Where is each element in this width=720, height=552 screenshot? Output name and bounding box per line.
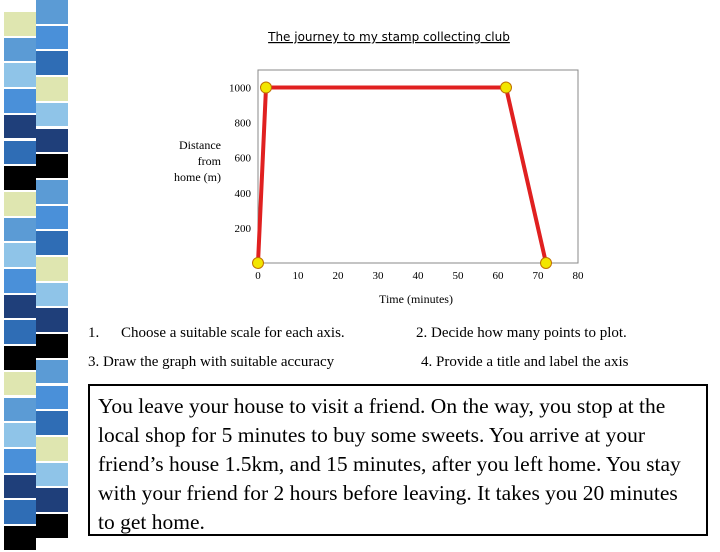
instruction-1: Choose a suitable scale for each axis. [121,325,345,341]
strip-square [4,372,36,398]
strip-square [4,398,36,424]
story-textbox: You leave your house to visit a friend. On the way, you stop at the local shop for 5 minutes to buy some sweets. You arrive at your friend’s house 1.5km, and 15 minutes, after you left home. You stay with your friend for 2 hours before leaving. It takes you 20 minutes to get home. [88,384,708,536]
y-axis-label [174,138,222,184]
chart-title: The journey to my stamp collecting club [268,30,510,44]
strip-square [36,386,68,412]
series-layer [253,82,552,268]
x-tick-label: 20 [332,270,344,282]
instruction-4: 4. Provide a title and label the axis [421,354,629,370]
x-tick-labels [255,270,584,282]
strip-square [4,500,36,526]
x-tick-label: 10 [292,270,304,282]
y-tick-label: 200 [234,222,251,235]
instruction-1-number: 1. [88,325,100,341]
strip-square [36,360,68,386]
strip-square [4,475,36,501]
y-tick-label: 1000 [229,82,251,95]
data-point [261,82,272,93]
x-tick-label: 60 [492,270,504,282]
strip-square [36,334,68,360]
strip-square [4,320,36,346]
y-tick-label: 600 [234,152,251,165]
data-point [253,258,264,269]
y-tick-label: 400 [234,187,251,200]
data-point [541,258,552,269]
strip-square [36,463,68,489]
x-tick-label: 30 [372,270,384,282]
series-line [258,88,546,264]
y-axis-label-line: from [197,154,221,168]
y-tick-label: 800 [234,117,251,130]
strip-square [4,526,36,552]
strip-square [36,411,68,437]
instruction-3: 3. Draw the graph with suitable accuracy [88,354,335,370]
x-tick-label: 80 [572,270,584,282]
strip-square [4,449,36,475]
strip-square [4,423,36,449]
x-tick-label: 0 [255,270,261,282]
plot-frame [258,70,578,263]
x-tick-label: 50 [452,270,464,282]
strip-square [36,514,68,540]
strip-square [4,346,36,372]
y-tick-labels [229,83,252,235]
data-point [501,82,512,93]
instruction-2: 2. Decide how many points to plot. [416,325,627,341]
strip-square [36,437,68,463]
y-axis-label-line: Distance [179,138,221,152]
x-axis-label: Time (minutes) [379,292,453,306]
strip-square [36,488,68,514]
x-tick-label: 40 [412,270,424,282]
y-axis-label-line: home (m) [174,170,221,184]
x-tick-label: 70 [532,270,544,282]
